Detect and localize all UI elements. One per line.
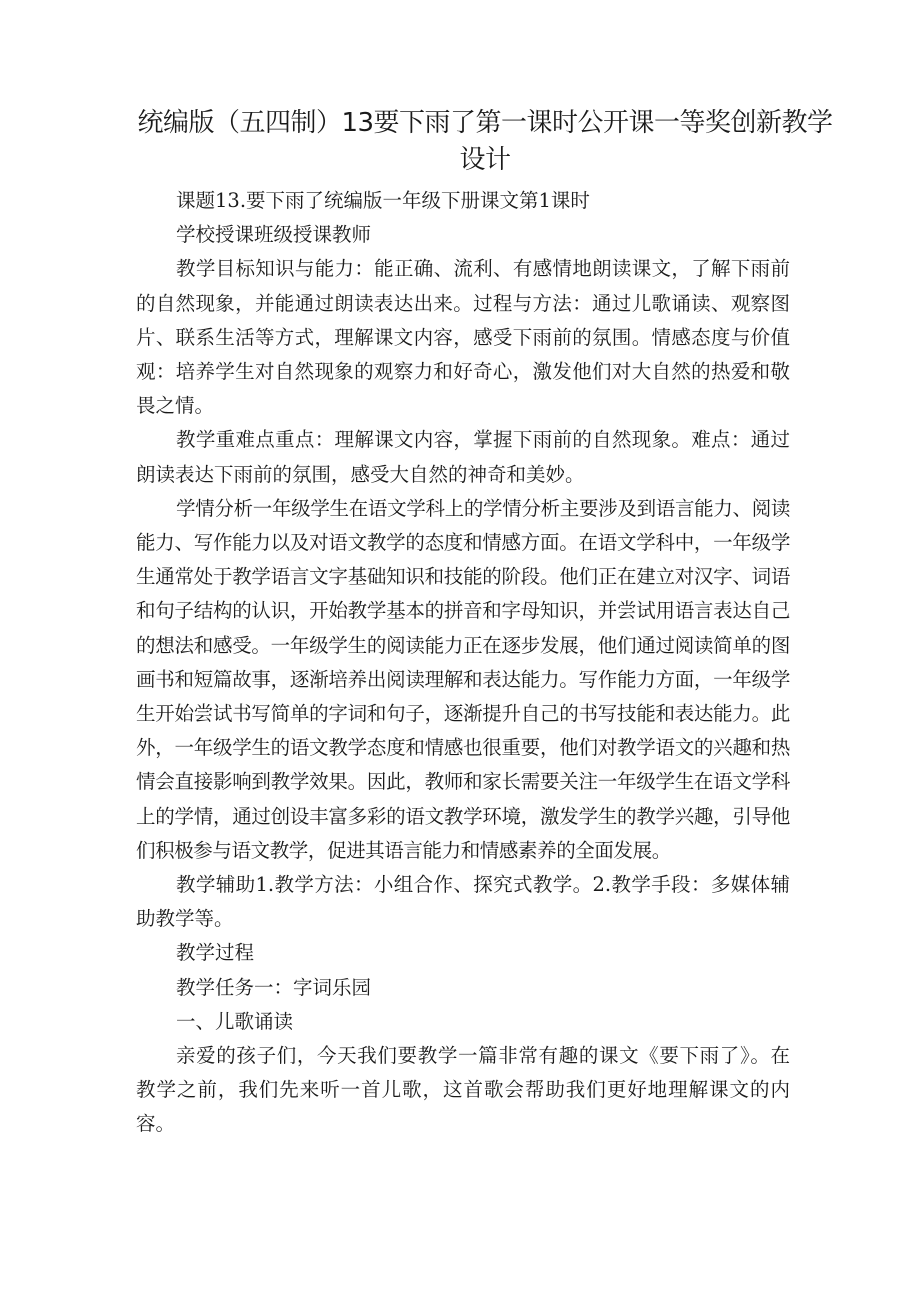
key-difficult-points-paragraph: 教学重难点重点：理解课文内容，掌握下雨前的自然现象。难点：通过朗读表达下雨前的氛围，感受大自然的神奇和美妙。 bbox=[136, 428, 790, 486]
task-one-heading: 教学任务一：字词乐园 bbox=[176, 975, 372, 999]
document-body bbox=[136, 184, 790, 1142]
teaching-objectives-paragraph: 教学目标知识与能力：能正确、流利、有感情地朗读课文，了解下雨前的自然现象，并能通过朗读表达出来。过程与方法：通过儿歌诵读、观察图片、联系生活等方式，理解课文内容，感受下雨前的氛围。情感态度与价值观：培养学生对自然现象的观察力和好奇心，激发他们对大自然的热爱和敬畏之情。 bbox=[136, 257, 790, 418]
lesson-topic-line: 课题13.要下雨了统编版一年级下册课文第1课时 bbox=[176, 189, 590, 212]
learner-analysis-paragraph: 学情分析一年级学生在语文学科上的学情分析主要涉及到语言能力、阅读能力、写作能力以及对语文教学的态度和情感方面。在语文学科中，一年级学生通常处于教学语言文字基础知识和技能的阶段。他们正在建立对汉字、词语和句子结构的认识，开始教学基本的拼音和字母知识，并尝试用语言表达自己的想法和感受。一年级学生的阅读能力正在逐步发展，他们通过阅读简单的图画书和短篇故事，逐渐培养出阅读理解和表达能力。写作能力方面，一年级学生开始尝试书写简单的字词和句子，逐渐提升自己的书写技能和表达能力。此外，一年级学生的语文教学态度和情感也很重要，他们对教学语文的兴趣和热情会直接影响到教学效果。因此，教师和家长需要关注一年级学生在语文学科上的学情，通过创设丰富多彩的语文教学环境，激发学生的教学兴趣，引导他们积极参与语文教学，促进其语言能力和情感素养的全面发展。 bbox=[136, 496, 790, 862]
teaching-aids-paragraph: 教学辅助1.教学方法：小组合作、探究式教学。2.教学手段：多媒体辅助教学等。 bbox=[136, 873, 790, 931]
section-one-heading: 一、儿歌诵读 bbox=[176, 1009, 294, 1033]
intro-paragraph: 亲爱的孩子们，今天我们要教学一篇非常有趣的课文《要下雨了》。在教学之前，我们先来听一首儿歌，这首歌会帮助我们更好地理解课文的内容。 bbox=[136, 1044, 790, 1136]
teaching-process-heading: 教学过程 bbox=[176, 941, 255, 965]
document-title: 统编版（五四制）13要下雨了第一课时公开课一等奖创新教学设计 bbox=[137, 108, 833, 175]
school-class-teacher-line: 学校授课班级授课教师 bbox=[176, 223, 372, 247]
